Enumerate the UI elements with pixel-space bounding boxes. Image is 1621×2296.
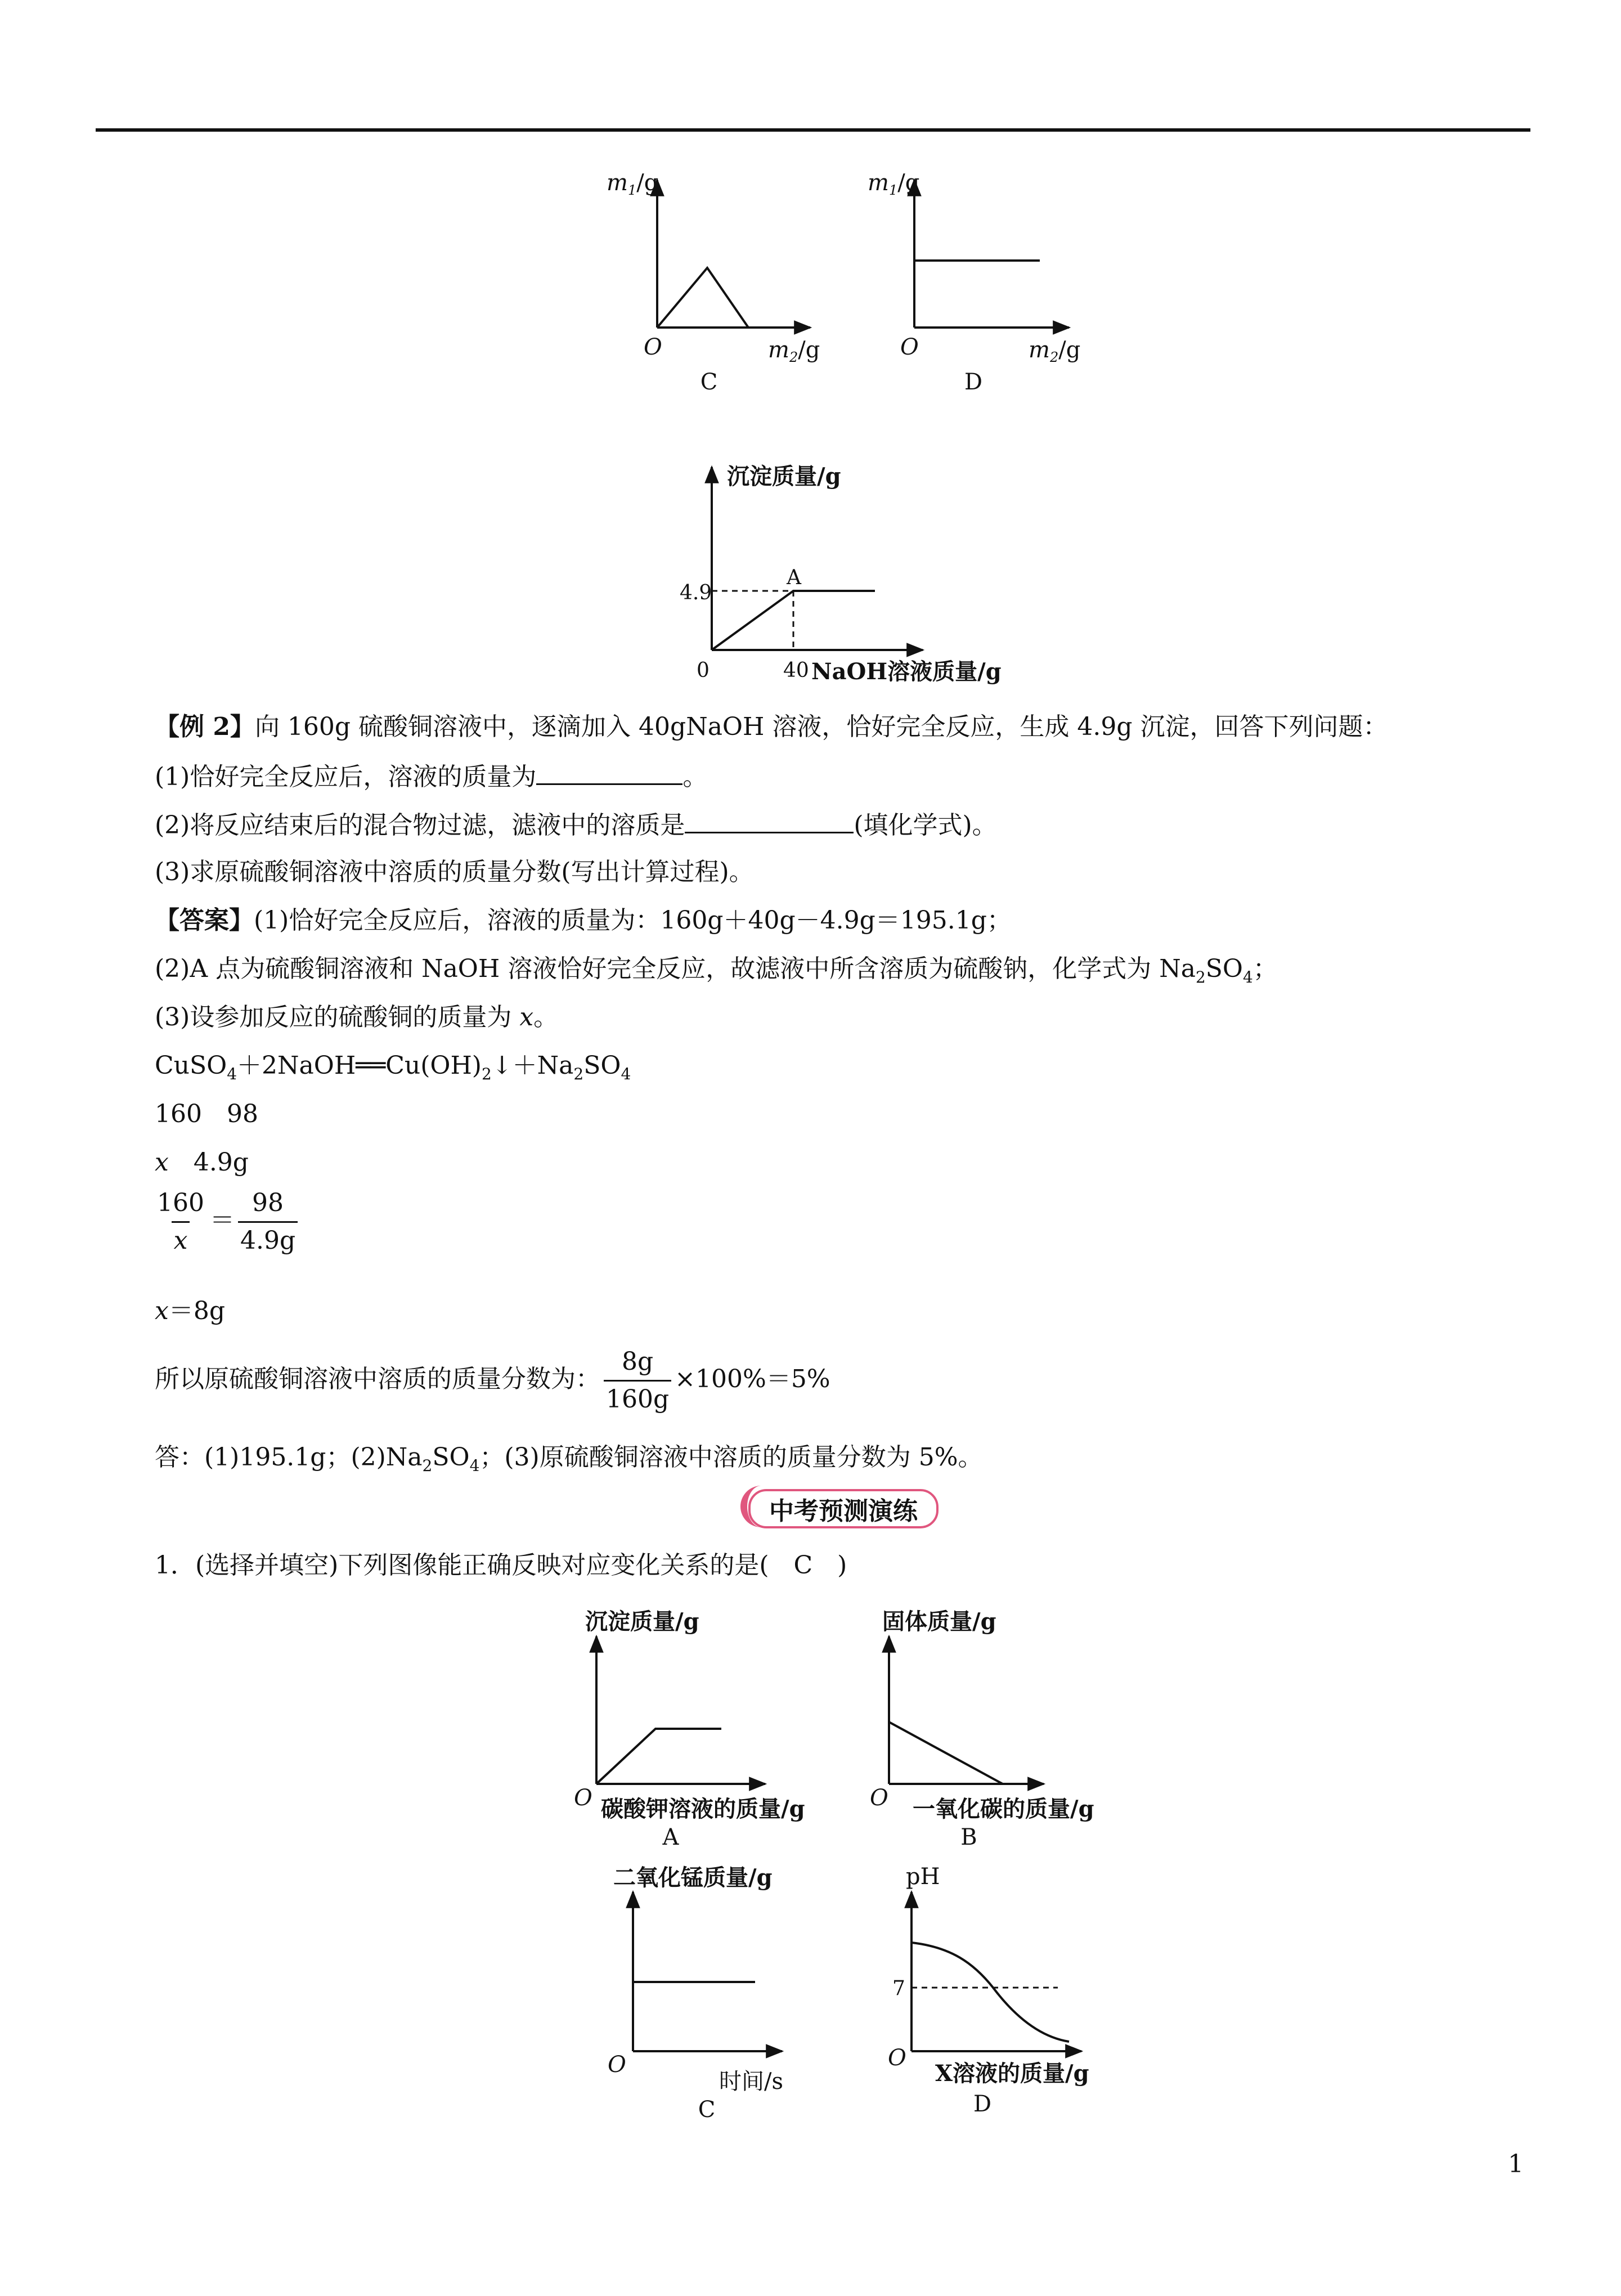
graph-a xyxy=(563,1604,844,1846)
precip-xlabel: NaOH溶液质量/g xyxy=(811,658,1002,685)
graph-d-ylabel: $m_1/g$ xyxy=(868,170,920,198)
example-q1: (1)恰好完全反应后，溶液的质量为 。 xyxy=(155,759,707,794)
precip-origin: 0 xyxy=(697,659,710,682)
graph-c xyxy=(596,1857,855,2122)
blank-q2[interactable] xyxy=(685,807,854,833)
section-banner xyxy=(726,1486,951,1527)
graph-c-caption: C xyxy=(700,369,718,395)
section-banner-label: 中考预测演练 xyxy=(748,1489,939,1528)
graph-c-origin-bottom: O xyxy=(608,2052,626,2078)
graph-a-caption: A xyxy=(662,1824,679,1846)
x-result: x＝8g xyxy=(155,1297,225,1325)
graph-d-top xyxy=(855,169,1103,405)
graph-c-line xyxy=(657,268,748,328)
graph-d-caption: D xyxy=(964,369,983,395)
graph-b xyxy=(855,1604,1137,1846)
page-number: 1 xyxy=(1508,2150,1524,2178)
graph-d-ylabel-bottom: pH xyxy=(906,1864,940,1890)
graph-c-ylabel-bottom: 二氧化锰质量/g xyxy=(613,1864,773,1891)
header-rule xyxy=(96,128,1530,132)
precip-ylabel: 沉淀质量/g xyxy=(727,463,841,490)
question-1: 1．(选择并填空)下列图像能正确反映对应变化关系的是( C ) xyxy=(155,1551,847,1580)
final-answer: 答：(1)195.1g；$(2)Na_2SO_4$；(3)原硫酸铜溶液中溶质的质量分数为 5%。 xyxy=(155,1443,983,1475)
graph-b-origin: O xyxy=(870,1785,888,1811)
precip-xtick: 40 xyxy=(783,659,809,682)
blank-q1[interactable] xyxy=(536,759,682,785)
answer-2: (2)A 点为硫酸铜溶液和 NaOH 溶液恰好完全反应，故滤液中所含溶质为硫酸钠，化学式为 $Na_2SO_4$； xyxy=(155,954,1278,986)
graph-d xyxy=(878,1857,1125,2122)
example-q3: (3)求原硫酸铜溶液中溶质的质量分数(写出计算过程)。 xyxy=(155,858,754,886)
graph-d-curve xyxy=(911,1943,1069,2042)
graph-b-ylabel: 固体质量/g xyxy=(882,1608,996,1635)
answer-3: (3)设参加反应的硫酸铜的质量为 x。 xyxy=(155,1003,559,1032)
precip-point-label: A xyxy=(787,566,801,589)
graph-a-origin: O xyxy=(574,1785,592,1811)
graph-c-caption-bottom: C xyxy=(698,2097,716,2122)
graph-a-xlabel: 碳酸钾溶液的质量/g xyxy=(601,1796,805,1822)
graph-d-origin-bottom: O xyxy=(888,2045,906,2071)
percent-calc: 所以原硫酸铜溶液中溶质的质量分数为： $\frac{8g}{160g}$ ×100%＝5% xyxy=(155,1344,830,1418)
graph-d-xlabel: $m_2/g$ xyxy=(1029,337,1081,365)
graph-b-line xyxy=(889,1722,1003,1784)
graph-c-xlabel: $m_2/g$ xyxy=(768,337,820,365)
graph-d-ytick: 7 xyxy=(892,1977,905,2000)
graph-c-origin: O xyxy=(644,334,662,360)
fraction-1: $\frac{160}{x}$ xyxy=(155,1185,206,1259)
graph-d-xlabel-bottom: X溶液的质量/g xyxy=(935,2060,1089,2087)
graph-d-origin: O xyxy=(900,334,919,360)
graph-b-xlabel: 一氧化碳的质量/g xyxy=(913,1796,1094,1822)
fraction-pct: $\frac{8g}{160g}$ xyxy=(604,1344,671,1418)
graph-c-ylabel: $m_1/g$ xyxy=(607,170,659,198)
example-q2: (2)将反应结束后的混合物过滤，滤液中的溶质是 (填化学式)。 xyxy=(155,807,997,842)
graph-a-ylabel: 沉淀质量/g xyxy=(585,1608,699,1635)
graph-c-top xyxy=(596,169,833,405)
fraction-2: $\frac{98}{4.9g}$ xyxy=(238,1185,298,1259)
graph-a-line xyxy=(596,1729,721,1784)
precip-line xyxy=(712,591,875,650)
chemical-equation: $CuSO_4+2NaOH══Cu(OH)_2↓+Na_2SO_4$ xyxy=(155,1051,631,1083)
answer-1: 【答案】(1)恰好完全反应后，溶液的质量为：160g＋40g－4.9g＝195.1g； xyxy=(155,906,1012,935)
precip-ytick: 4.9 xyxy=(680,581,712,604)
graph-b-caption: B xyxy=(960,1824,977,1846)
graph-c-xlabel-bottom: 时间/s xyxy=(719,2069,784,2095)
graph-d-caption-bottom: D xyxy=(973,2091,992,2117)
ratio-line-1: 160 98 xyxy=(155,1100,258,1128)
example-stem: 【例 2】向 160g 硫酸铜溶液中，逐滴加入 40gNaOH 溶液，恰好完全反应，生成 4.9g 沉淀，回答下列问题： xyxy=(155,712,1388,741)
proportion: $\frac{160}{x}$ ＝ $\frac{98}{4.9g}$ xyxy=(155,1185,301,1259)
ratio-line-2: x 4.9g xyxy=(155,1148,249,1177)
precip-chart xyxy=(658,456,1030,692)
